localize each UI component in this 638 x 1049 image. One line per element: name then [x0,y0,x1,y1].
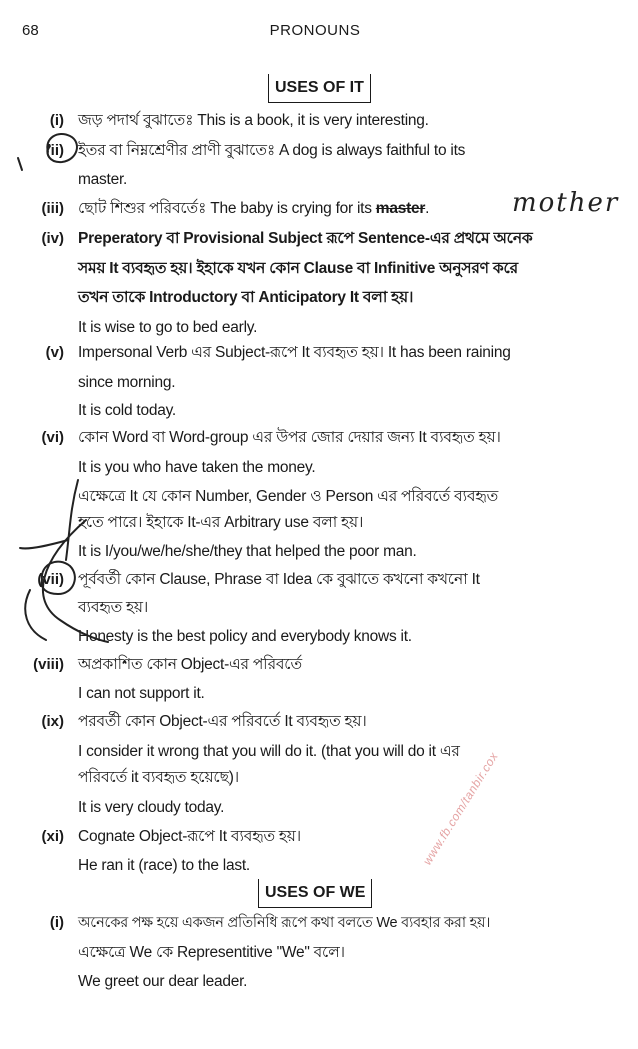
page-number: 68 [22,22,39,39]
example-sentence: I consider it wrong that you will do it. (that you will do it এর [78,743,460,760]
text-line: তখন তাকে Introductory বা Anticipatory It বলা হয়। [78,289,414,306]
item-marker: (ii) [45,142,64,159]
example-sentence: It is you who have taken the money. [78,459,316,476]
item-marker: (i) [49,914,64,931]
example-sentence: Honesty is the best policy and everybody knows it. [78,628,412,645]
pen-stroke-vi [20,540,68,548]
example-sentence: It is cold today. [78,402,176,419]
item-marker: (iii) [41,200,64,217]
item-marker: (i) [49,112,64,129]
text-line: অপ্রকাশিত কোন Object-এর পরিবর্তে [78,656,302,673]
running-title: PRONOUNS [269,22,361,39]
struck-word: master [375,200,426,217]
section-heading-uses-of-it: USES OF IT [268,74,371,103]
watermark: www.fb.com/tanbir.cox [420,749,501,868]
text-line: জড় পদার্থ বুঝাতেঃ This is a book, it is very interesting. [78,112,429,129]
text-line: since morning. [78,374,176,391]
text-line: Preperatory বা Provisional Subject রূপে Sentence-এর প্রথমে অনেক [78,230,533,247]
text-line: এক্ষেত্রে We কে Representitive "We" বলে। [78,944,345,961]
handwritten-correction: mother [512,188,620,218]
example-sentence: He ran it (race) to the last. [78,857,250,874]
text-line: পরিবর্তে it ব্যবহৃত হয়েছে)। [78,769,239,786]
example-sentence: We greet our dear leader. [78,973,248,990]
item-marker: (viii) [33,656,64,673]
text-segment: ছোট শিশুর পরিবর্তেঃ The baby is crying for its [78,200,376,217]
text-segment: . [425,200,430,217]
text-line: সময় It ব্যবহৃত হয়। ইহাকে যখন কোন Clause বা Infinitive অনুসরণ করে [78,260,518,277]
item-marker: (ix) [41,713,64,730]
text-line: Cognate Object-রূপে It ব্যবহৃত হয়। [78,828,301,845]
section-heading-uses-of-we: USES OF WE [258,879,372,908]
text-line: কোন Word বা Word-group এর উপর জোর দেয়ার জন্য It ব্যবহৃত হয়। [78,429,501,446]
text-line [78,198,608,220]
item-marker: (vi) [41,429,64,446]
text-line: ইতর বা নিম্নশ্রেণীর প্রাণী বুঝাতেঃ A dog is always faithful to its [78,142,466,159]
item-marker: (iv) [41,230,64,247]
pen-bracket-vi [66,480,78,560]
pen-swoosh-vii [25,590,46,640]
item-marker: (v) [45,344,64,361]
text-line: অনেকের পক্ষ হয়ে একজন প্রতিনিধি রূপে কথা বলতে We ব্যবহার করা হয়। [78,915,491,931]
text-line: ব্যবহৃত হয়। [78,599,149,616]
text-line: Impersonal Verb এর Subject-রূপে It ব্যবহৃত হয়। It has been raining [78,344,511,361]
text-line: master. [78,171,128,188]
example-sentence: It is I/you/we/he/she/they that helped the poor man. [78,543,417,560]
item-marker: (vii) [37,571,64,588]
text-line: এক্ষেত্রে It যে কোন Number, Gender ও Person এর পরিবর্তে ব্যবহৃত [78,488,499,505]
text-line: হতে পারে। ইহাকে It-এর Arbitrary use বলা হয়। [78,514,364,531]
example-sentence: I can not support it. [78,685,205,702]
example-sentence: It is very cloudy today. [78,799,225,816]
item-marker: (xi) [41,828,64,845]
text-line: পরবর্তী কোন Object-এর পরিবর্তে It ব্যবহৃত হয়। [78,713,367,730]
example-sentence: It is wise to go to bed early. [78,319,258,336]
page-header [22,22,608,44]
text-line: পূর্ববর্তী কোন Clause, Phrase বা Idea কে বুঝাতে কখনো কখনো It [78,571,480,588]
